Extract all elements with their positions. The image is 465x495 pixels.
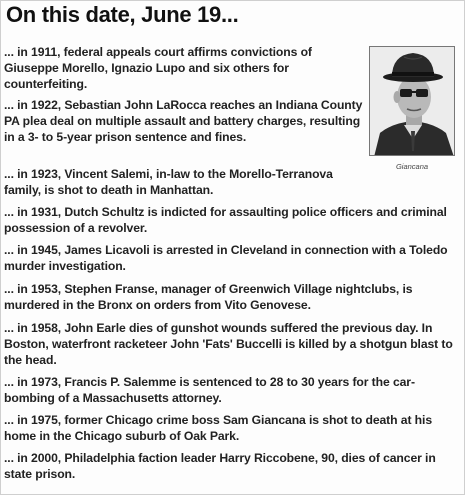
list-item: ... in 1958, John Earle dies of gunshot wounds suffered the previous day. In Boston, waterfront racketeer John 'Fats' Buccelli is killed by a shotgun blast to the head.	[4, 321, 453, 367]
list-item: ... in 1945, James Licavoli is arrested in Cleveland in connection with a Toledo murder investigation.	[4, 243, 448, 273]
photo-block	[369, 46, 455, 171]
list-item: ... in 1931, Dutch Schultz is indicted for assaulting police officers and criminal possession of a revolver.	[4, 205, 447, 235]
portrait-photo	[369, 46, 455, 156]
list-item: ... in 1973, Francis P. Salemme is sentenced to 28 to 30 years for the car-bombing of a Massachusetts attorney.	[4, 375, 415, 405]
list-item: ... in 1975, former Chicago crime boss Sam Giancana is shot to death at his home in the Chicago suburb of Oak Park.	[4, 413, 432, 443]
photo-caption: Giancana	[395, 162, 429, 171]
list-item: ... in 1953, Stephen Franse, manager of Greenwich Village nightclubs, is murdered in the Bronx on orders from Vito Genovese.	[4, 282, 413, 312]
list-item: ... in 1923, Vincent Salemi, in-law to the Morello-Terranova family, is shot to death in Manhattan.	[4, 167, 333, 197]
list-item: ... in 1922, Sebastian John LaRocca reaches an Indiana County PA plea deal on multiple assault and battery charges, resulting in a 3- to 5-year prison sentence and fines.	[4, 98, 363, 144]
page-title: On this date, June 19...	[6, 2, 239, 27]
list-item: ... in 1911, federal appeals court affirms convictions of Giuseppe Morello, Ignazio Lupo and six others for counterfeiting.	[4, 45, 312, 91]
list-item: ... in 2000, Philadelphia faction leader Harry Riccobene, 90, dies of cancer in state prison.	[4, 451, 436, 481]
portrait-image	[370, 47, 455, 156]
